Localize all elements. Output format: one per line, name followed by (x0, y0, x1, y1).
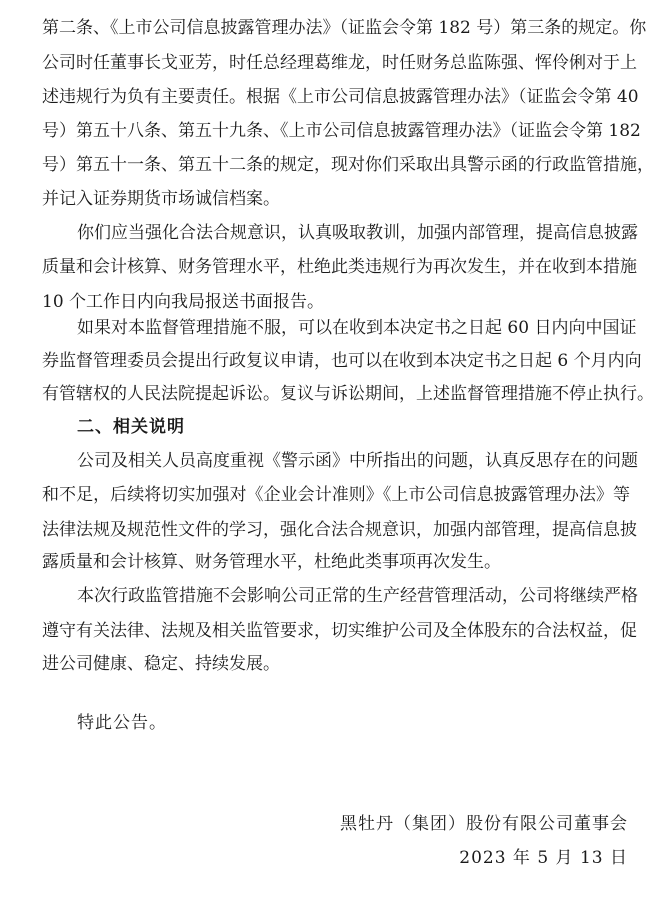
closing-statement: 特此公告。 (77, 713, 167, 733)
section-heading-related-explanation: 二、相关说明 (77, 417, 185, 437)
paragraph-1-line-1: 第二条、《上市公司信息披露管理办法》（证监会令第 182 号）第三条的规定。你 (42, 18, 647, 38)
paragraph-4-line-2: 和不足，后续将切实加强对《企业会计准则》《上市公司信息披露管理办法》等 (42, 485, 630, 505)
paragraph-1-line-3: 述违规行为负有主要责任。根据《上市公司信息披露管理办法》（证监会令第 40 (42, 87, 639, 107)
paragraph-4-line-3: 法律法规及规范性文件的学习，强化合法合规意识，加强内部管理，提高信息披 (42, 520, 637, 540)
signature-date: 2023 年 5 月 13 日 (459, 848, 628, 868)
paragraph-3-line-1: 如果对本监督管理措施不服，可以在收到本决定书之日起 60 日内向中国证 (77, 318, 637, 338)
paragraph-5-line-2: 遵守有关法律、法规及相关监管要求，切实维护公司及全体股东的合法权益，促 (42, 621, 637, 641)
paragraph-1-line-5: 号）第五十一条、第五十二条的规定，现对你们采取出具警示函的行政监管措施， (42, 155, 654, 175)
paragraph-3-line-2: 券监督管理委员会提出行政复议申请，也可以在收到本决定书之日起 6 个月内向 (42, 351, 642, 371)
paragraph-4-line-4: 露质量和会计核算、财务管理水平，杜绝此类事项再次发生。 (42, 552, 501, 572)
paragraph-1-line-6: 并记入证券期货市场诚信档案。 (42, 189, 280, 209)
paragraph-5-line-1: 本次行政监管措施不会影响公司正常的生产经营管理活动，公司将继续严格 (77, 586, 638, 606)
paragraph-2-line-2: 质量和会计核算、财务管理水平，杜绝此类违规行为再次发生，并在收到本措施 (42, 257, 637, 277)
signature-issuer: 黑牡丹（集团）股份有限公司董事会 (340, 814, 628, 834)
paragraph-3-line-3: 有管辖权的人民法院提起诉讼。复议与诉讼期间，上述监督管理措施不停止执行。 (42, 384, 654, 404)
paragraph-2-line-3: 10 个工作日内向我局报送书面报告。 (42, 292, 325, 312)
paragraph-4-line-1: 公司及相关人员高度重视《警示函》中所指出的问题，认真反思存在的问题 (77, 451, 638, 471)
paragraph-2-line-1: 你们应当强化合法合规意识，认真吸取教训，加强内部管理，提高信息披露 (77, 223, 638, 243)
paragraph-1-line-2: 公司时任董事长戈亚芳，时任总经理葛维龙，时任财务总监陈强、恽伶俐对于上 (42, 53, 637, 73)
paragraph-1-line-4: 号）第五十八条、第五十九条、《上市公司信息披露管理办法》（证监会令第 182 (42, 121, 641, 141)
paragraph-5-line-3: 进公司健康、稳定、持续发展。 (42, 654, 280, 674)
